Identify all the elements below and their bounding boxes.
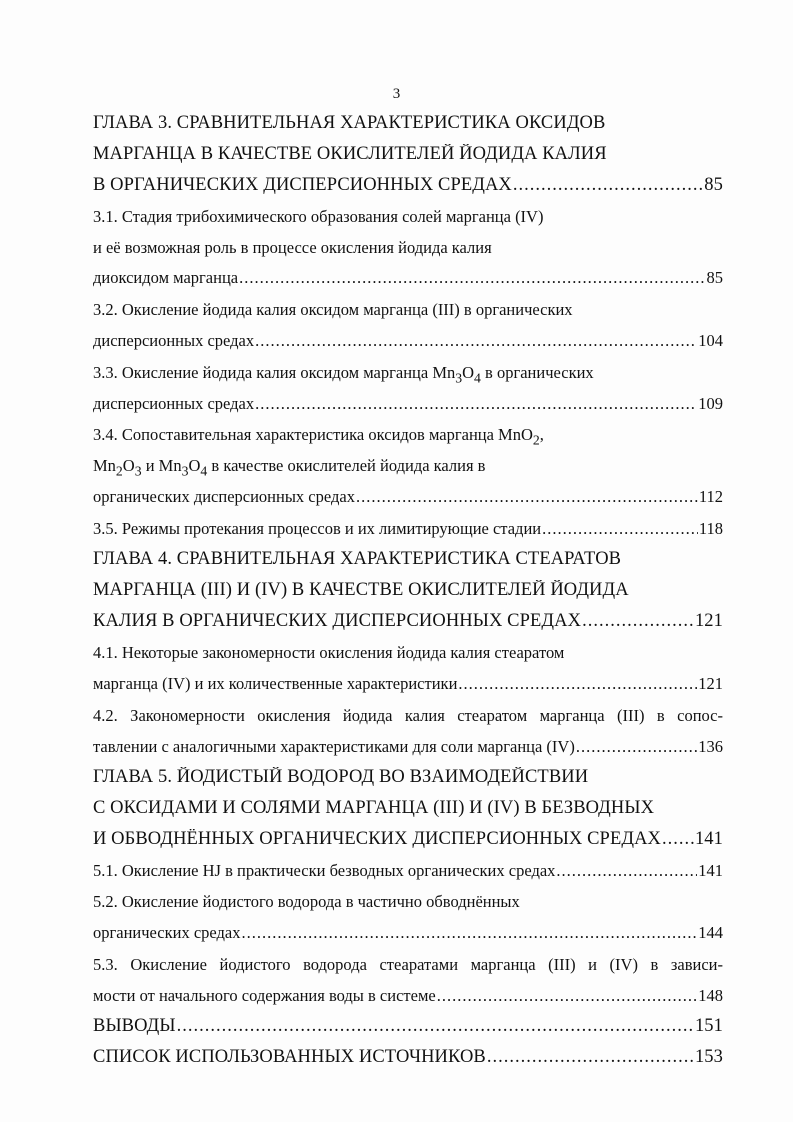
dot-leader (356, 487, 698, 507)
dot-leader (487, 1047, 694, 1068)
toc-entry-title: СПИСОК ИСПОЛЬЗОВАННЫХ ИСТОЧНИКОВ (93, 1047, 486, 1067)
toc-section-5-3-line1: 5.3. Окисление йодистого водорода стеаратами марганца (III) и (IV) в зависи- (93, 955, 723, 974)
dot-leader (542, 519, 698, 539)
toc-entry-conclusions[interactable] (93, 1016, 723, 1037)
toc-entry-section-3-5[interactable] (93, 519, 723, 539)
toc-page-ref: 121 (698, 674, 723, 693)
toc-entry-title: дисперсионных средах (93, 394, 255, 413)
toc-entry-section-5-3[interactable] (93, 986, 723, 1006)
toc-page-ref: 144 (698, 923, 723, 942)
dot-leader (556, 861, 697, 881)
toc-entry-section-3-3[interactable] (93, 394, 723, 414)
toc-entry-title: тавлении с аналогичными характеристиками для соли марганца (IV) (93, 737, 575, 756)
toc-page-ref: 85 (704, 175, 723, 195)
dot-leader (255, 394, 697, 414)
toc-page-ref: 136 (698, 737, 723, 756)
toc-entry-references[interactable] (93, 1047, 723, 1068)
toc-section-4-1-line1: 4.1. Некоторые закономерности окисления йодида калия стеаратом (93, 643, 565, 662)
toc-entry-section-3-4[interactable] (93, 487, 723, 507)
toc-entry-title: 3.5. Режимы протекания процессов и их лимитирующие стадии (93, 519, 542, 538)
toc-section-3-4-line2: $Mn_2O_3$ и $Mn_3O_4$ в качестве окислителей йодида калия в (93, 456, 486, 479)
toc-section-4-2-line1: 4.2. Закономерности окисления йодида калия стеаратом марганца (III) в сопос- (93, 706, 723, 725)
toc-entry-section-4-2[interactable] (93, 737, 723, 757)
toc-section-3-2-line1: 3.2. Окисление йодида калия оксидом марганца (III) в органических (93, 300, 573, 319)
dot-leader (662, 829, 694, 850)
toc-section-3-4-line1: 3.4. Сопоставительная характеристика оксидов марганца MnO$_2$, (93, 425, 544, 448)
toc-entry-section-3-2[interactable] (93, 331, 723, 351)
toc-entry-title: 5.1. Окисление HJ в практически безводных органических средах (93, 861, 556, 880)
dot-leader (239, 268, 705, 288)
toc-entry-title: диоксидом марганца (93, 268, 239, 287)
toc-chapter-4-heading-line1: ГЛАВА 4. СРАВНИТЕЛЬНАЯ ХАРАКТЕРИСТИКА СТЕАРАТОВ (93, 549, 622, 569)
toc-page-ref: 141 (694, 829, 723, 849)
toc-page-ref: 118 (698, 519, 723, 538)
toc-chapter-5-heading-line2: С ОКСИДАМИ И СОЛЯМИ МАРГАНЦА (III) И (IV) В БЕЗВОДНЫХ (93, 798, 655, 818)
toc-entry-title: марганца (IV) и их количественные характеристики (93, 674, 458, 693)
toc-entry-section-4-1[interactable] (93, 674, 723, 694)
toc-entry-chapter-3[interactable] (93, 175, 723, 196)
dot-leader (513, 175, 703, 196)
toc-section-3-1-line1: 3.1. Стадия трибохимического образования солей марганца (IV) (93, 207, 544, 226)
toc-entry-section-5-2[interactable] (93, 923, 723, 943)
dot-leader (255, 331, 697, 351)
toc-section-3-3-line1: 3.3. Окисление йодида калия оксидом марганца $Mn_3O_4$ в органических (93, 363, 594, 386)
toc-entry-chapter-5[interactable] (93, 829, 723, 850)
dot-leader (458, 674, 697, 694)
toc-entry-chapter-4[interactable] (93, 611, 723, 632)
toc-entry-title: органических средах (93, 923, 241, 942)
toc-page-ref: 85 (706, 268, 723, 287)
toc-entry-title: дисперсионных средах (93, 331, 255, 350)
toc-page-ref: 141 (698, 861, 723, 880)
toc-page-ref: 121 (694, 611, 723, 631)
toc-chapter-3-heading-line1: ГЛАВА 3. СРАВНИТЕЛЬНАЯ ХАРАКТЕРИСТИКА ОКСИДОВ (93, 113, 606, 133)
toc-section-5-2-line1: 5.2. Окисление йодистого водорода в частично обводнённых (93, 892, 520, 911)
toc-entry-title: мости от начального содержания воды в системе (93, 986, 436, 1005)
toc-page-ref: 148 (698, 986, 723, 1005)
toc-section-3-1-line2: и её возможная роль в процессе окисления йодида калия (93, 238, 492, 257)
dot-leader (576, 737, 697, 757)
page-number: 3 (392, 86, 401, 102)
toc-chapter-4-heading-line2: МАРГАНЦА (III) И (IV) В КАЧЕСТВЕ ОКИСЛИТЕЛЕЙ ЙОДИДА (93, 580, 629, 600)
toc-page-ref: 151 (694, 1016, 723, 1036)
toc-entry-title: И ОБВОДНЁННЫХ ОРГАНИЧЕСКИХ ДИСПЕРСИОННЫХ СРЕДАХ (93, 829, 661, 849)
dot-leader (241, 923, 697, 943)
toc-chapter-3-heading-line2: МАРГАНЦА В КАЧЕСТВЕ ОКИСЛИТЕЛЕЙ ЙОДИДА КАЛИЯ (93, 144, 607, 164)
dot-leader (177, 1016, 694, 1037)
toc-entry-title: КАЛИЯ В ОРГАНИЧЕСКИХ ДИСПЕРСИОННЫХ СРЕДАХ (93, 611, 582, 631)
dot-leader (582, 611, 694, 632)
toc-page-ref: 109 (698, 394, 723, 413)
toc-entry-section-5-1[interactable] (93, 861, 723, 881)
toc-entry-title: В ОРГАНИЧЕСКИХ ДИСПЕРСИОННЫХ СРЕДАХ (93, 175, 512, 195)
toc-chapter-5-heading-line1: ГЛАВА 5. ЙОДИСТЫЙ ВОДОРОД ВО ВЗАИМОДЕЙСТВИИ (93, 767, 589, 787)
dot-leader (437, 986, 698, 1006)
toc-page-ref: 104 (698, 331, 723, 350)
toc-entry-title: ВЫВОДЫ (93, 1016, 176, 1036)
toc-entry-section-3-1[interactable] (93, 268, 723, 288)
toc-entry-title: органических дисперсионных средах (93, 487, 355, 506)
toc-page-ref: 153 (694, 1047, 723, 1067)
toc-page-ref: 112 (698, 487, 723, 506)
